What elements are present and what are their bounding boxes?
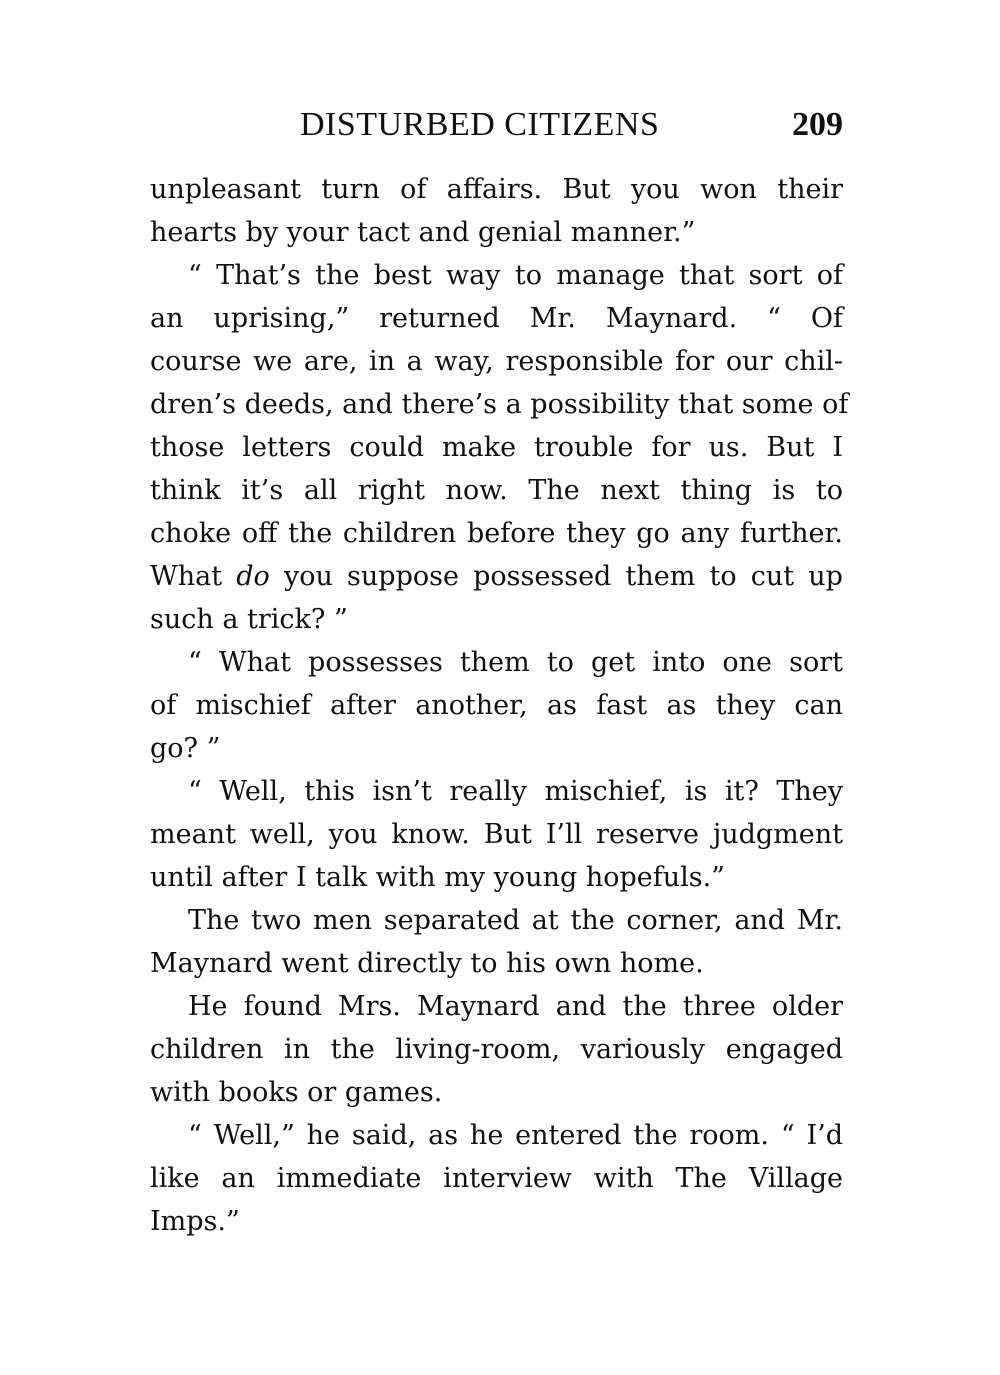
text-fragment: What [150,561,223,592]
running-head [150,100,843,150]
text-line: hearts by your tact and genial manner.” [150,217,696,248]
text-line: Maynard went directly to his own home. [150,948,704,979]
text-line: like an immediate interview with The Village [150,1163,843,1194]
text-line: with books or games. [150,1077,443,1108]
text-line [150,555,843,598]
running-title: DISTURBED CITIZENS [300,106,660,143]
text-line: course we are, in a way, responsible for our chil- [150,346,843,377]
text-line: dren’s deeds, and there’s a possibility that some of [150,389,849,420]
text-line: meant well, you know. But I’ll reserve judgment [150,819,843,850]
text-line: such a trick? ” [150,604,348,635]
text-line: those letters could make trouble for us. But I [150,432,843,463]
text-line: an uprising,” returned Mr. Maynard. “ Of [150,303,843,334]
text-line: unpleasant turn of affairs. But you won their [150,174,843,205]
text-line: children in the living-room, variously engaged [150,1034,843,1065]
text-line: until after I talk with my young hopefuls.” [150,862,725,893]
text-line: “ Well, this isn’t really mischief, is it? They [188,776,843,807]
text-line: think it’s all right now. The next thing is to [150,475,843,506]
text-line: Imps.” [150,1206,240,1237]
text-fragment: you suppose possessed them to cut up [283,561,843,592]
page-number: 209 [792,106,843,143]
text-line: “ Well,” he said, as he entered the room. “ I’d [188,1120,843,1151]
body-text [150,168,849,1243]
text-line: The two men separated at the corner, and Mr. [188,905,843,936]
emphasis-text: do [236,561,270,592]
text-line: choke off the children before they go any further. [150,518,843,549]
text-line: go? ” [150,733,221,764]
text-line: “ What possesses them to get into one sort [188,647,843,678]
text-line: of mischief after another, as fast as they can [150,690,843,721]
text-line: He found Mrs. Maynard and the three older [188,991,843,1022]
text-line: “ That’s the best way to manage that sort of [188,260,843,291]
